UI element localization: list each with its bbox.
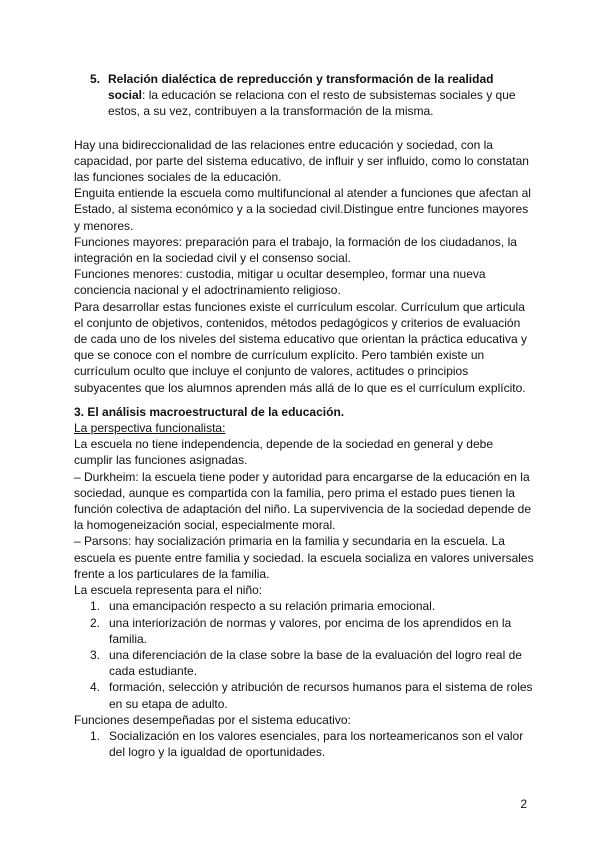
list-escuela-representa bbox=[74, 598, 534, 711]
paragraph-parsons: – Parsons: hay socialización primaria en la familia y secundaria en la escuela. La escuela es puente entre familia y sociedad. la escuela socializa en valores universales frente a los particulares de la familia. bbox=[74, 534, 534, 581]
list-item: 4. formación, selección y atribución de recursos humanos para el sistema de roles en su etapa de adulto. bbox=[90, 680, 533, 711]
paragraph-durkheim: – Durkheim: la escuela tiene poder y autoridad para encargarse de la educación en la sociedad, aunque es compartida con la familia, pero prima el estado pues tienen la función colectiva de adaptación del niño. La supervivencia de la sociedad depende de la homogeneización social, especialmente moral. bbox=[74, 469, 531, 533]
section-5-item bbox=[74, 71, 534, 120]
paragraph-funciones-mayores: Funciones mayores: preparación para el trabajo, la formación de los ciudadanos, la integración en la sociedad civil y el consenso social. bbox=[74, 234, 517, 266]
paragraph-bidireccionalidad: Hay una bidireccionalidad de las relaciones entre educación y sociedad, con la capacidad, por parte del sistema educativo, de influir y ser influido, como lo constatan las funciones sociales de la educación. bbox=[74, 137, 529, 185]
section-5-paragraph bbox=[108, 71, 534, 120]
section-3-heading: 3. El análisis macroestructural de la educación. bbox=[74, 404, 345, 419]
section-5-number: 5. bbox=[90, 72, 101, 86]
list-funciones-sistema bbox=[74, 728, 534, 760]
paragraph-representa: La escuela representa para el niño: bbox=[74, 583, 263, 598]
paragraph-curriculum: Para desarrollar estas funciones existe el currículum escolar. Currículum que articula el conjunto de objetivos, contenidos, métodos pedagógicos y criterios de evaluación de cada uno de los niveles del sistema educativo que orientan la práctica educativa y que se conoce con el nombre de currículum explícito. Pero también existe un currículum oculto que incluye el conjunto de valores, actitudes o principios subyacentes que los alumnos aprenden más allá de lo que es el currículum explícito. bbox=[74, 299, 527, 395]
list-item: 3. una diferenciación de la clase sobre la base de la evaluación del logro real de cada estudiante. bbox=[90, 647, 522, 679]
paragraph-funciones-menores: Funciones menores: custodia, mitigar u ocultar desempleo, formar una nueva conciencia nacional y el adoctrinamiento religioso. bbox=[74, 267, 486, 298]
section-5-title: Relación dialéctica de repreducción y transformación de la realidad social bbox=[108, 72, 494, 103]
section-3-subheading: La perspectiva funcionalista: bbox=[74, 421, 226, 436]
paragraph-funciones-sistema: Funciones desempeñadas por el sistema educativo: bbox=[74, 712, 351, 727]
paragraph-enguita: Enguita entiende la escuela como multifuncional al atender a funciones que afectan al Estado, al sistema económico y a la sociedad civil.Distingue entre funciones mayores y menores. bbox=[74, 186, 531, 233]
page-content bbox=[74, 71, 534, 760]
section-5-text: : la educación se relaciona con el resto de subsistemas sociales y que estos, a su vez, contribuyen a la transformación de la misma. bbox=[108, 88, 516, 119]
page-number: 2 bbox=[520, 797, 527, 811]
paragraph-independencia: La escuela no tiene independencia, depende de la sociedad en general y debe cumplir las funciones asignadas. bbox=[74, 437, 494, 468]
list-item: 1. una emancipación respecto a su relación primaria emocional. bbox=[90, 599, 436, 614]
list-item: 1. Socialización en los valores esenciales, para los norteamericanos son el valor del logro y la igualdad de oportunidades. bbox=[90, 728, 524, 760]
list-item: 2. una interiorización de normas y valores, por encima de los aprendidos en la familia. bbox=[90, 615, 512, 646]
